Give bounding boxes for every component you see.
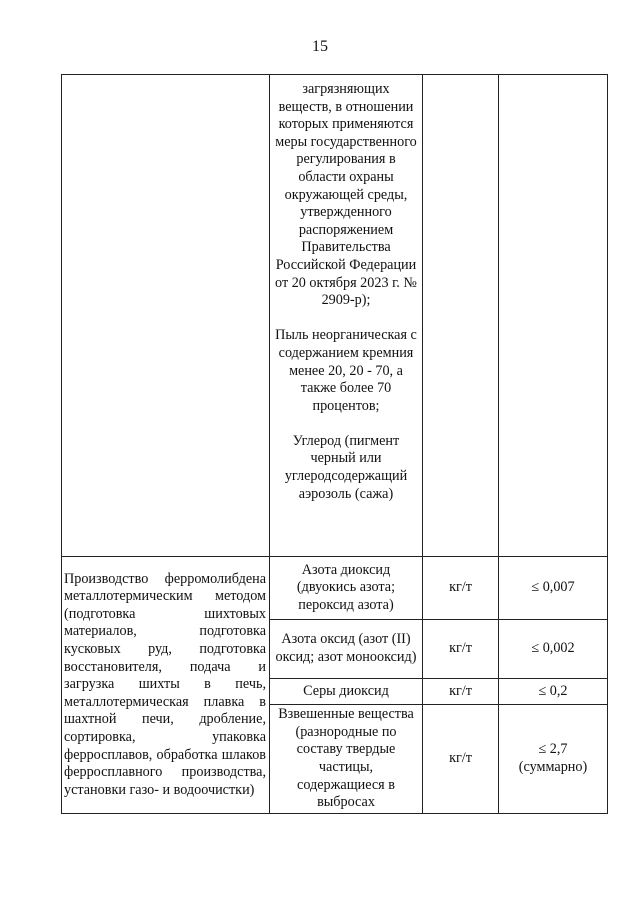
- continuation-text: Углерод (пигмент черный или углеродсодержащий аэрозоль (сажа): [284, 432, 408, 502]
- value-cell: ≤ 0,002: [499, 620, 608, 679]
- unit-cell: кг/т: [423, 620, 499, 679]
- emissions-table: [61, 74, 608, 814]
- substance-cell: Взвешенные вещества (разнородные по составу твердые частицы, содержащиеся в выбросах: [270, 705, 423, 814]
- continuation-text: Пыль неорганическая с содержанием кремния менее 20, 20 - 70, а также более 70 процентов;: [275, 327, 417, 414]
- table-row-continuation: [62, 75, 608, 557]
- value-cell: [499, 705, 608, 814]
- value-text: ≤ 2,7: [538, 741, 568, 758]
- unit-cell: кг/т: [423, 705, 499, 814]
- empty-process-cell: [62, 75, 270, 557]
- substance-cell: Азота диоксид (двуокись азота; пероксид азота): [270, 557, 423, 620]
- empty-value-cell: [499, 75, 608, 557]
- continuation-substance-cell: [270, 75, 423, 557]
- substance-cell: Серы диоксид: [270, 679, 423, 705]
- page-number: 15: [312, 38, 328, 55]
- continuation-text: загрязняющих веществ, в отношении которых применяются меры государственного регулирования в области охраны окружающей среды, утвержденного распоряжением Правительства Российской Федерации от 20 октября 2023 г. № 2909-р);: [275, 81, 417, 309]
- substance-cell: Азота оксид (азот (II) оксид; азот монооксид): [270, 620, 423, 679]
- value-cell: ≤ 0,2: [499, 679, 608, 705]
- process-cell: Производство ферромолибдена металлотермическим методом (подготовка шихтовых материалов, подготовка кусковых руд, подготовка восстановителя, подача и загрузка шихты в печь, металлотермическая плавка в шахтной печи, дробление, сортировка, упаковка ферросплавов, обработка шлаков ферросплавного производства, установки газо- и водоочистки): [62, 557, 270, 814]
- value-cell: ≤ 0,007: [499, 557, 608, 620]
- table-row: [62, 557, 608, 620]
- unit-cell: кг/т: [423, 557, 499, 620]
- empty-unit-cell: [423, 75, 499, 557]
- value-note: (суммарно): [518, 759, 588, 775]
- unit-cell: кг/т: [423, 679, 499, 705]
